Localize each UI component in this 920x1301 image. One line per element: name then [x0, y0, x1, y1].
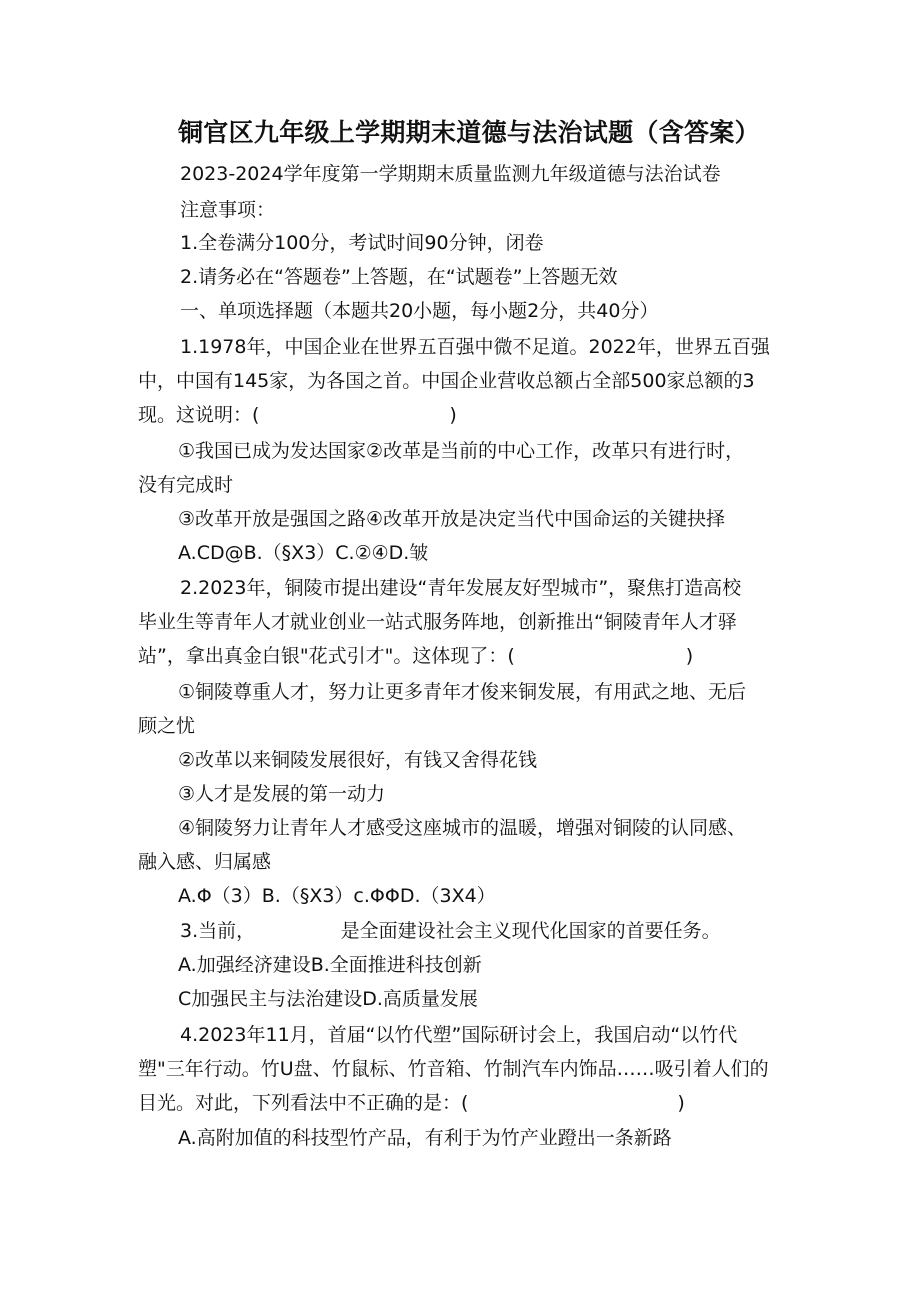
q4-stem-line-1: 4.2023年11月，首届“以竹代塑”国际研讨会上，我国启动“以竹代	[180, 1024, 738, 1046]
q1-choices: A.CD@B.（§X3）C.②④D.皱	[178, 542, 429, 564]
notice-item-2: 2.请务必在“答题卷”上答题，在“试题卷”上答题无效	[180, 266, 618, 288]
q2-option-1-line-1: ①铜陵尊重人才，努力让更多青年才俊来铜发展，有用武之地、无后	[178, 681, 747, 703]
q3-choices-a-b: A.加强经济建设B.全面推进科技创新	[178, 954, 482, 976]
q1-stem-line-1: 1.1978年，中国企业在世界五百强中微不足道。2022年，世界五百强	[180, 336, 770, 358]
q1-option-3-4: ③改革开放是强国之路④改革开放是决定当代中国命运的关键抉择	[178, 508, 726, 530]
q4-stem-line-3: 目光。对此，下列看法中不正确的是：( )	[138, 1092, 685, 1114]
q4-choice-a: A.高附加值的科技型竹产品，有利于为竹产业蹬出一条新路	[178, 1127, 672, 1149]
q2-stem-line-1: 2.2023年，铜陵市提出建设“青年发展友好型城市”，聚焦打造高校	[180, 577, 742, 599]
q1-option-1-2-line-1: ①我国已成为发达国家②改革是当前的中心工作，改革只有进行时，	[178, 440, 745, 462]
q2-stem-line-2: 毕业生等青年人才就业创业一站式服务阵地，创新推出“铜陵青年人才驿	[138, 611, 737, 633]
q2-stem-line-3: 站”，拿出真金白银"花式引才"。这体现了：( )	[138, 645, 694, 667]
q3-choices-c-d: C加强民主与法治建设D.高质量发展	[178, 988, 478, 1010]
document-title: 铜官区九年级上学期期末道德与法治试题（含答案）	[178, 118, 760, 147]
q2-option-2: ②改革以来铜陵发展很好，有钱又舍得花钱	[178, 749, 538, 771]
q2-choices: A.Φ（3）B.（§X3）c.ΦΦD.（3X4）	[178, 885, 496, 907]
q1-stem-line-3: 现。这说明：( )	[138, 404, 457, 426]
exam-subtitle: 2023-2024学年度第一学期期末质量监测九年级道德与法治试卷	[180, 163, 721, 185]
q1-option-1-2-line-2: 没有完成时	[138, 474, 234, 496]
section-heading: 一、单项选择题（本题共20小题，每小题2分，共40分）	[180, 300, 659, 322]
q3-stem: 3.当前， 是全面建设社会主义现代化国家的首要任务。	[180, 920, 721, 942]
q2-option-3: ③人才是发展的第一动力	[178, 783, 386, 805]
notice-heading: 注意事项：	[180, 199, 276, 221]
q1-stem-line-2: 中，中国有145家，为各国之首。中国企业营收总额占全部500家总额的3	[138, 370, 755, 392]
notice-item-1: 1.全卷满分100分，考试时间90分钟，闭卷	[180, 232, 544, 254]
q2-option-4-line-1: ④铜陵努力让青年人才感受这座城市的温暖，增强对铜陵的认同感、	[178, 817, 747, 839]
q2-option-4-line-2: 融入感、归属感	[138, 851, 272, 873]
q2-option-1-line-2: 顾之忧	[138, 715, 196, 737]
q4-stem-line-2: 塑"三年行动。竹U盘、竹鼠标、竹音箱、竹制汽车内饰品……吸引着人们的	[138, 1058, 769, 1080]
